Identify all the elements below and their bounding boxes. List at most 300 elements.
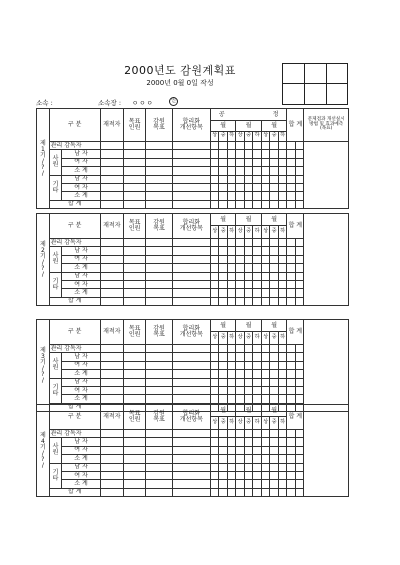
manager-total-cell[interactable] — [295, 345, 303, 353]
female-row-cell[interactable] — [123, 255, 145, 263]
female-total-cell[interactable] — [295, 386, 303, 394]
manager-row-cell[interactable] — [123, 239, 145, 247]
subtotal-grade-cell[interactable] — [244, 289, 252, 297]
female-grade-cell[interactable] — [244, 158, 252, 166]
male-total-cell[interactable] — [295, 438, 303, 446]
subtotal-grade-cell[interactable] — [210, 289, 218, 297]
subtotal-grade-cell[interactable] — [227, 264, 235, 272]
male-grade-cell[interactable] — [236, 150, 244, 158]
female-grade-cell[interactable] — [227, 255, 235, 263]
subtotal-grade-cell[interactable] — [244, 167, 252, 175]
subtotal-row-cell[interactable] — [100, 289, 123, 297]
subtotal-grade-cell[interactable] — [278, 455, 286, 463]
total-grade-cell[interactable] — [270, 488, 278, 496]
subtotal-grade-cell[interactable] — [261, 370, 269, 378]
subtotal-row-cell[interactable] — [172, 289, 210, 297]
subtotal-row-cell[interactable] — [172, 480, 210, 488]
male-row-cell[interactable] — [146, 247, 173, 255]
subtotal-row-cell[interactable] — [146, 395, 173, 403]
subtotal-grade-cell[interactable] — [219, 395, 227, 403]
male-grade-cell[interactable] — [219, 175, 227, 183]
male-row-cell[interactable] — [146, 175, 173, 183]
subtotal-row-cell[interactable] — [100, 264, 123, 272]
manager-grade-cell[interactable] — [270, 142, 278, 150]
male-grade-cell[interactable] — [278, 463, 286, 471]
total-row-cell[interactable] — [172, 297, 210, 305]
male-grade-cell[interactable] — [278, 438, 286, 446]
male-grade-cell[interactable] — [270, 353, 278, 361]
female-grade-cell[interactable] — [236, 386, 244, 394]
male-row-cell[interactable] — [146, 438, 173, 446]
female-grade-cell[interactable] — [253, 158, 261, 166]
male-grade-cell[interactable] — [278, 247, 286, 255]
subtotal-grade-cell[interactable] — [236, 192, 244, 200]
female-row-cell[interactable] — [146, 446, 173, 454]
female-grade-cell[interactable] — [227, 280, 235, 288]
manager-grade-cell[interactable] — [244, 142, 252, 150]
female-total-cell[interactable] — [295, 471, 303, 479]
female-grade-cell[interactable] — [261, 471, 269, 479]
subtotal-grade-cell[interactable] — [219, 289, 227, 297]
male-row-cell[interactable] — [123, 247, 145, 255]
female-grade-cell[interactable] — [278, 361, 286, 369]
female-grade-cell[interactable] — [244, 255, 252, 263]
subtotal-grade-cell[interactable] — [219, 192, 227, 200]
female-grade-cell[interactable] — [244, 446, 252, 454]
manager-total-cell[interactable] — [287, 345, 295, 353]
subtotal-grade-cell[interactable] — [253, 264, 261, 272]
total-total-cell[interactable] — [287, 488, 295, 496]
male-grade-cell[interactable] — [261, 378, 269, 386]
male-grade-cell[interactable] — [210, 272, 218, 280]
male-row-cell[interactable] — [172, 438, 210, 446]
female-grade-cell[interactable] — [236, 255, 244, 263]
subtotal-grade-cell[interactable] — [227, 167, 235, 175]
subtotal-grade-cell[interactable] — [253, 289, 261, 297]
female-total-cell[interactable] — [295, 446, 303, 454]
subtotal-row-cell[interactable] — [172, 264, 210, 272]
subtotal-grade-cell[interactable] — [270, 264, 278, 272]
subtotal-grade-cell[interactable] — [219, 167, 227, 175]
subtotal-grade-cell[interactable] — [270, 289, 278, 297]
male-total-cell[interactable] — [287, 378, 295, 386]
manager-grade-cell[interactable] — [244, 430, 252, 438]
total-grade-cell[interactable] — [244, 200, 252, 208]
subtotal-grade-cell[interactable] — [278, 192, 287, 200]
total-grade-cell[interactable] — [227, 488, 235, 496]
subtotal-total-cell[interactable] — [287, 480, 295, 488]
female-total-cell[interactable] — [295, 183, 303, 191]
manager-grade-cell[interactable] — [219, 345, 227, 353]
male-grade-cell[interactable] — [227, 353, 235, 361]
subtotal-grade-cell[interactable] — [261, 480, 269, 488]
subtotal-grade-cell[interactable] — [210, 370, 218, 378]
manager-grade-cell[interactable] — [210, 345, 218, 353]
subtotal-row-cell[interactable] — [123, 192, 145, 200]
total-row-cell[interactable] — [146, 488, 173, 496]
subtotal-grade-cell[interactable] — [253, 370, 261, 378]
female-grade-cell[interactable] — [261, 386, 269, 394]
female-grade-cell[interactable] — [261, 158, 269, 166]
subtotal-grade-cell[interactable] — [261, 264, 269, 272]
female-grade-cell[interactable] — [270, 361, 278, 369]
subtotal-grade-cell[interactable] — [253, 167, 261, 175]
female-row-cell[interactable] — [146, 255, 173, 263]
female-grade-cell[interactable] — [236, 158, 244, 166]
manager-grade-cell[interactable] — [278, 430, 286, 438]
female-grade-cell[interactable] — [278, 280, 286, 288]
female-grade-cell[interactable] — [270, 386, 278, 394]
subtotal-grade-cell[interactable] — [253, 192, 261, 200]
female-row-cell[interactable] — [100, 446, 123, 454]
male-grade-cell[interactable] — [261, 175, 269, 183]
female-grade-cell[interactable] — [270, 471, 278, 479]
manager-row-cell[interactable] — [146, 345, 173, 353]
female-row-cell[interactable] — [123, 446, 145, 454]
total-grade-cell[interactable] — [227, 297, 235, 305]
male-grade-cell[interactable] — [227, 463, 235, 471]
subtotal-total-cell[interactable] — [295, 480, 303, 488]
subtotal-grade-cell[interactable] — [236, 264, 244, 272]
male-grade-cell[interactable] — [270, 378, 278, 386]
male-grade-cell[interactable] — [270, 175, 278, 183]
female-grade-cell[interactable] — [219, 158, 227, 166]
subtotal-grade-cell[interactable] — [270, 480, 278, 488]
female-grade-cell[interactable] — [261, 280, 269, 288]
female-grade-cell[interactable] — [244, 183, 252, 191]
male-row-cell[interactable] — [146, 463, 173, 471]
subtotal-row-cell[interactable] — [146, 264, 173, 272]
male-grade-cell[interactable] — [244, 438, 252, 446]
total-total-cell[interactable] — [295, 200, 303, 208]
male-grade-cell[interactable] — [253, 438, 261, 446]
subtotal-row-cell[interactable] — [146, 480, 173, 488]
manager-grade-cell[interactable] — [210, 142, 218, 150]
female-grade-cell[interactable] — [219, 361, 227, 369]
subtotal-row-cell[interactable] — [100, 370, 123, 378]
male-grade-cell[interactable] — [278, 353, 286, 361]
manager-total-cell[interactable] — [287, 142, 295, 150]
female-grade-cell[interactable] — [278, 255, 286, 263]
subtotal-grade-cell[interactable] — [219, 370, 227, 378]
female-grade-cell[interactable] — [253, 471, 261, 479]
manager-grade-cell[interactable] — [261, 430, 269, 438]
male-row-cell[interactable] — [146, 272, 173, 280]
female-grade-cell[interactable] — [236, 471, 244, 479]
manager-row-cell[interactable] — [146, 239, 173, 247]
manager-grade-cell[interactable] — [278, 345, 286, 353]
total-row-cell[interactable] — [146, 200, 173, 208]
total-row-cell[interactable] — [123, 297, 145, 305]
male-total-cell[interactable] — [295, 150, 303, 158]
subtotal-grade-cell[interactable] — [236, 455, 244, 463]
female-grade-cell[interactable] — [270, 446, 278, 454]
female-row-cell[interactable] — [146, 158, 173, 166]
male-row-cell[interactable] — [172, 353, 210, 361]
female-row-cell[interactable] — [123, 386, 145, 394]
total-grade-cell[interactable] — [261, 297, 269, 305]
female-row-cell[interactable] — [172, 280, 210, 288]
female-grade-cell[interactable] — [236, 280, 244, 288]
female-row-cell[interactable] — [100, 361, 123, 369]
male-grade-cell[interactable] — [236, 272, 244, 280]
female-total-cell[interactable] — [287, 255, 295, 263]
female-grade-cell[interactable] — [227, 158, 235, 166]
male-row-cell[interactable] — [172, 463, 210, 471]
manager-row-cell[interactable] — [172, 239, 210, 247]
subtotal-grade-cell[interactable] — [219, 455, 227, 463]
female-grade-cell[interactable] — [278, 446, 286, 454]
total-grade-cell[interactable] — [236, 488, 244, 496]
male-total-cell[interactable] — [287, 438, 295, 446]
male-grade-cell[interactable] — [210, 378, 218, 386]
male-total-cell[interactable] — [287, 150, 295, 158]
male-grade-cell[interactable] — [219, 463, 227, 471]
female-grade-cell[interactable] — [236, 446, 244, 454]
subtotal-grade-cell[interactable] — [227, 480, 235, 488]
manager-row-cell[interactable] — [100, 345, 123, 353]
female-row-cell[interactable] — [172, 183, 210, 191]
male-row-cell[interactable] — [123, 175, 145, 183]
total-grade-cell[interactable] — [270, 297, 278, 305]
female-grade-cell[interactable] — [210, 280, 218, 288]
female-total-cell[interactable] — [287, 280, 295, 288]
female-grade-cell[interactable] — [219, 446, 227, 454]
female-total-cell[interactable] — [295, 280, 303, 288]
female-row-cell[interactable] — [172, 158, 210, 166]
female-row-cell[interactable] — [172, 386, 210, 394]
total-row-cell[interactable] — [123, 200, 145, 208]
subtotal-total-cell[interactable] — [295, 192, 303, 200]
male-grade-cell[interactable] — [210, 463, 218, 471]
subtotal-grade-cell[interactable] — [244, 264, 252, 272]
total-grade-cell[interactable] — [210, 488, 218, 496]
subtotal-grade-cell[interactable] — [278, 289, 286, 297]
male-row-cell[interactable] — [100, 463, 123, 471]
manager-grade-cell[interactable] — [253, 430, 261, 438]
subtotal-row-cell[interactable] — [123, 289, 145, 297]
subtotal-total-cell[interactable] — [295, 395, 303, 403]
total-grade-cell[interactable] — [278, 488, 286, 496]
subtotal-grade-cell[interactable] — [244, 370, 252, 378]
male-grade-cell[interactable] — [244, 353, 252, 361]
female-total-cell[interactable] — [295, 255, 303, 263]
male-grade-cell[interactable] — [278, 150, 287, 158]
total-total-cell[interactable] — [295, 488, 303, 496]
manager-total-cell[interactable] — [295, 430, 303, 438]
subtotal-row-cell[interactable] — [100, 192, 123, 200]
total-row-cell[interactable] — [100, 297, 123, 305]
male-grade-cell[interactable] — [227, 247, 235, 255]
subtotal-total-cell[interactable] — [287, 455, 295, 463]
female-row-cell[interactable] — [123, 361, 145, 369]
male-grade-cell[interactable] — [210, 175, 218, 183]
male-row-cell[interactable] — [123, 438, 145, 446]
female-row-cell[interactable] — [172, 255, 210, 263]
male-grade-cell[interactable] — [236, 378, 244, 386]
subtotal-grade-cell[interactable] — [244, 455, 252, 463]
male-row-cell[interactable] — [172, 247, 210, 255]
female-grade-cell[interactable] — [219, 471, 227, 479]
subtotal-row-cell[interactable] — [146, 192, 173, 200]
female-total-cell[interactable] — [295, 158, 303, 166]
subtotal-grade-cell[interactable] — [210, 455, 218, 463]
male-row-cell[interactable] — [172, 378, 210, 386]
female-row-cell[interactable] — [146, 361, 173, 369]
manager-grade-cell[interactable] — [253, 239, 261, 247]
manager-row-cell[interactable] — [172, 430, 210, 438]
manager-row-cell[interactable] — [172, 142, 210, 150]
subtotal-grade-cell[interactable] — [219, 480, 227, 488]
male-grade-cell[interactable] — [227, 378, 235, 386]
total-row-cell[interactable] — [146, 297, 173, 305]
female-row-cell[interactable] — [100, 386, 123, 394]
manager-grade-cell[interactable] — [219, 239, 227, 247]
female-total-cell[interactable] — [287, 471, 295, 479]
male-grade-cell[interactable] — [219, 150, 227, 158]
manager-row-cell[interactable] — [146, 142, 173, 150]
male-total-cell[interactable] — [295, 247, 303, 255]
subtotal-grade-cell[interactable] — [253, 395, 261, 403]
manager-grade-cell[interactable] — [253, 345, 261, 353]
female-grade-cell[interactable] — [261, 183, 269, 191]
issues-cell[interactable] — [304, 320, 349, 412]
manager-grade-cell[interactable] — [227, 239, 235, 247]
total-grade-cell[interactable] — [210, 200, 218, 208]
subtotal-total-cell[interactable] — [287, 370, 295, 378]
subtotal-grade-cell[interactable] — [253, 455, 261, 463]
male-grade-cell[interactable] — [244, 463, 252, 471]
female-grade-cell[interactable] — [210, 386, 218, 394]
male-grade-cell[interactable] — [244, 150, 252, 158]
subtotal-grade-cell[interactable] — [210, 480, 218, 488]
subtotal-grade-cell[interactable] — [270, 370, 278, 378]
female-grade-cell[interactable] — [261, 446, 269, 454]
total-grade-cell[interactable] — [227, 200, 235, 208]
manager-grade-cell[interactable] — [210, 239, 218, 247]
subtotal-row-cell[interactable] — [172, 167, 210, 175]
female-grade-cell[interactable] — [219, 386, 227, 394]
female-grade-cell[interactable] — [270, 280, 278, 288]
male-grade-cell[interactable] — [270, 438, 278, 446]
subtotal-grade-cell[interactable] — [236, 480, 244, 488]
male-row-cell[interactable] — [123, 272, 145, 280]
male-row-cell[interactable] — [123, 150, 145, 158]
male-grade-cell[interactable] — [210, 438, 218, 446]
female-grade-cell[interactable] — [227, 386, 235, 394]
manager-grade-cell[interactable] — [270, 345, 278, 353]
female-grade-cell[interactable] — [227, 361, 235, 369]
manager-grade-cell[interactable] — [227, 142, 235, 150]
subtotal-row-cell[interactable] — [146, 370, 173, 378]
subtotal-grade-cell[interactable] — [236, 167, 244, 175]
manager-grade-cell[interactable] — [278, 239, 286, 247]
female-total-cell[interactable] — [295, 361, 303, 369]
female-grade-cell[interactable] — [227, 183, 235, 191]
male-grade-cell[interactable] — [227, 150, 235, 158]
manager-total-cell[interactable] — [287, 239, 295, 247]
manager-grade-cell[interactable] — [227, 430, 235, 438]
subtotal-grade-cell[interactable] — [270, 395, 278, 403]
male-total-cell[interactable] — [287, 353, 295, 361]
female-grade-cell[interactable] — [210, 446, 218, 454]
female-row-cell[interactable] — [100, 255, 123, 263]
male-grade-cell[interactable] — [253, 247, 261, 255]
male-grade-cell[interactable] — [244, 378, 252, 386]
subtotal-total-cell[interactable] — [295, 264, 303, 272]
manager-row-cell[interactable] — [100, 239, 123, 247]
male-grade-cell[interactable] — [261, 463, 269, 471]
female-grade-cell[interactable] — [210, 158, 218, 166]
male-total-cell[interactable] — [287, 175, 295, 183]
female-row-cell[interactable] — [172, 471, 210, 479]
total-grade-cell[interactable] — [219, 488, 227, 496]
subtotal-row-cell[interactable] — [100, 167, 123, 175]
male-grade-cell[interactable] — [261, 150, 269, 158]
male-grade-cell[interactable] — [261, 272, 269, 280]
manager-grade-cell[interactable] — [270, 239, 278, 247]
total-grade-cell[interactable] — [244, 297, 252, 305]
subtotal-row-cell[interactable] — [100, 395, 123, 403]
manager-grade-cell[interactable] — [236, 142, 244, 150]
subtotal-grade-cell[interactable] — [244, 192, 252, 200]
manager-grade-cell[interactable] — [244, 239, 252, 247]
female-row-cell[interactable] — [146, 471, 173, 479]
female-total-cell[interactable] — [287, 361, 295, 369]
male-grade-cell[interactable] — [253, 378, 261, 386]
male-total-cell[interactable] — [295, 378, 303, 386]
male-grade-cell[interactable] — [227, 438, 235, 446]
subtotal-grade-cell[interactable] — [270, 192, 278, 200]
subtotal-grade-cell[interactable] — [210, 167, 218, 175]
total-grade-cell[interactable] — [244, 488, 252, 496]
male-row-cell[interactable] — [100, 353, 123, 361]
male-row-cell[interactable] — [123, 463, 145, 471]
female-row-cell[interactable] — [172, 446, 210, 454]
male-grade-cell[interactable] — [261, 247, 269, 255]
female-row-cell[interactable] — [100, 280, 123, 288]
female-row-cell[interactable] — [146, 280, 173, 288]
total-grade-cell[interactable] — [253, 488, 261, 496]
male-grade-cell[interactable] — [210, 247, 218, 255]
male-total-cell[interactable] — [295, 353, 303, 361]
male-grade-cell[interactable] — [210, 150, 218, 158]
subtotal-grade-cell[interactable] — [261, 192, 269, 200]
female-grade-cell[interactable] — [278, 158, 287, 166]
female-row-cell[interactable] — [146, 386, 173, 394]
male-total-cell[interactable] — [287, 463, 295, 471]
female-row-cell[interactable] — [100, 183, 123, 191]
subtotal-row-cell[interactable] — [146, 455, 173, 463]
male-row-cell[interactable] — [172, 150, 210, 158]
total-row-cell[interactable] — [123, 488, 145, 496]
male-row-cell[interactable] — [146, 378, 173, 386]
subtotal-total-cell[interactable] — [287, 395, 295, 403]
subtotal-grade-cell[interactable] — [244, 395, 252, 403]
female-grade-cell[interactable] — [219, 280, 227, 288]
subtotal-row-cell[interactable] — [123, 167, 145, 175]
subtotal-grade-cell[interactable] — [278, 480, 286, 488]
subtotal-total-cell[interactable] — [287, 289, 295, 297]
subtotal-grade-cell[interactable] — [253, 480, 261, 488]
female-total-cell[interactable] — [287, 386, 295, 394]
female-grade-cell[interactable] — [210, 471, 218, 479]
total-grade-cell[interactable] — [278, 297, 286, 305]
subtotal-total-cell[interactable] — [295, 167, 303, 175]
male-grade-cell[interactable] — [270, 272, 278, 280]
male-grade-cell[interactable] — [270, 247, 278, 255]
male-row-cell[interactable] — [172, 272, 210, 280]
